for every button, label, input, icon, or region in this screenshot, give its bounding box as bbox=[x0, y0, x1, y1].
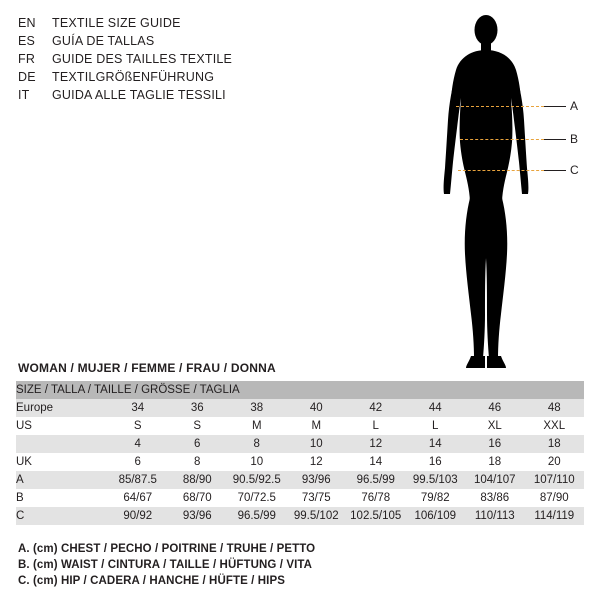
cell: 87/90 bbox=[525, 489, 585, 507]
legend-row bbox=[18, 68, 318, 86]
figure-area bbox=[400, 8, 600, 378]
table-header-label: SIZE / TALLA / TAILLE / GRÖSSE / TAGLIA bbox=[16, 381, 584, 399]
legend-row bbox=[18, 32, 318, 50]
cell: 36 bbox=[168, 399, 228, 417]
cell: 70/72.5 bbox=[227, 489, 287, 507]
table-header-row bbox=[16, 381, 584, 399]
legend-code: FR bbox=[18, 52, 36, 66]
cell: 8 bbox=[227, 435, 287, 453]
language-legend bbox=[18, 14, 318, 104]
cell: 90.5/92.5 bbox=[227, 471, 287, 489]
cell: 14 bbox=[406, 435, 466, 453]
measure-leader-a bbox=[544, 106, 566, 107]
cell: 106/109 bbox=[406, 507, 466, 525]
cell: 93/96 bbox=[168, 507, 228, 525]
cell: XXL bbox=[525, 417, 585, 435]
legend-text: TEXTILE SIZE GUIDE bbox=[52, 16, 181, 30]
cell: 6 bbox=[168, 435, 228, 453]
cell: 12 bbox=[287, 453, 347, 471]
legend-code: ES bbox=[18, 34, 36, 48]
row-label bbox=[16, 435, 108, 453]
measure-line-a bbox=[456, 106, 544, 107]
cell: 96.5/99 bbox=[227, 507, 287, 525]
legend-text: TEXTILGRÖßENFÜHRUNG bbox=[52, 70, 215, 84]
cell: S bbox=[168, 417, 228, 435]
measure-leader-b bbox=[544, 139, 566, 140]
legend-row bbox=[18, 50, 318, 68]
row-label: B bbox=[16, 489, 108, 507]
measure-label-b: B bbox=[570, 132, 579, 146]
cell: 38 bbox=[227, 399, 287, 417]
row-label: US bbox=[16, 417, 108, 435]
cell: 73/75 bbox=[287, 489, 347, 507]
cell: 114/119 bbox=[525, 507, 585, 525]
measure-label-a: A bbox=[570, 99, 579, 113]
cell: 12 bbox=[346, 435, 406, 453]
legend-row bbox=[18, 86, 318, 104]
cell: M bbox=[227, 417, 287, 435]
row-label: Europe bbox=[16, 399, 108, 417]
cell: 102.5/105 bbox=[346, 507, 406, 525]
footnote-a: A. (cm) CHEST / PECHO / POITRINE / TRUHE / PETTO bbox=[18, 543, 316, 555]
cell: 20 bbox=[525, 453, 585, 471]
measure-leader-c bbox=[544, 170, 566, 171]
cell: 6 bbox=[108, 453, 168, 471]
cell: 90/92 bbox=[108, 507, 168, 525]
table-row bbox=[16, 453, 584, 471]
cell: 42 bbox=[346, 399, 406, 417]
table-row bbox=[16, 435, 584, 453]
cell: 10 bbox=[227, 453, 287, 471]
cell: 14 bbox=[346, 453, 406, 471]
cell: 93/96 bbox=[287, 471, 347, 489]
cell: 18 bbox=[525, 435, 585, 453]
cell: 4 bbox=[108, 435, 168, 453]
legend-text: GUIDE DES TAILLES TEXTILE bbox=[52, 52, 233, 66]
size-table bbox=[16, 381, 584, 525]
cell: 40 bbox=[287, 399, 347, 417]
table-row bbox=[16, 417, 584, 435]
measure-line-c bbox=[458, 170, 544, 171]
table-row bbox=[16, 399, 584, 417]
legend-code: DE bbox=[18, 70, 36, 84]
cell: 110/113 bbox=[465, 507, 525, 525]
cell: 107/110 bbox=[525, 471, 585, 489]
legend-row bbox=[18, 14, 318, 32]
table-row bbox=[16, 471, 584, 489]
table-row bbox=[16, 489, 584, 507]
cell: 64/67 bbox=[108, 489, 168, 507]
cell: 10 bbox=[287, 435, 347, 453]
cell: 76/78 bbox=[346, 489, 406, 507]
cell: 48 bbox=[525, 399, 585, 417]
cell: 99.5/102 bbox=[287, 507, 347, 525]
cell: 46 bbox=[465, 399, 525, 417]
cell: 83/86 bbox=[465, 489, 525, 507]
measure-label-c: C bbox=[570, 163, 579, 177]
cell: 96.5/99 bbox=[346, 471, 406, 489]
cell: 68/70 bbox=[168, 489, 228, 507]
section-title: WOMAN / MUJER / FEMME / FRAU / DONNA bbox=[18, 361, 276, 375]
cell: 44 bbox=[406, 399, 466, 417]
cell: M bbox=[287, 417, 347, 435]
cell: 79/82 bbox=[406, 489, 466, 507]
cell: XL bbox=[465, 417, 525, 435]
cell: 85/87.5 bbox=[108, 471, 168, 489]
cell: 8 bbox=[168, 453, 228, 471]
row-label: A bbox=[16, 471, 108, 489]
legend-text: GUÍA DE TALLAS bbox=[52, 34, 155, 48]
legend-code: EN bbox=[18, 16, 36, 30]
cell: L bbox=[406, 417, 466, 435]
cell: 16 bbox=[465, 435, 525, 453]
legend-text: GUIDA ALLE TAGLIE TESSILI bbox=[52, 88, 226, 102]
legend-code: IT bbox=[18, 88, 30, 102]
row-label: UK bbox=[16, 453, 108, 471]
measure-line-b bbox=[460, 139, 544, 140]
cell: 88/90 bbox=[168, 471, 228, 489]
female-silhouette-icon bbox=[400, 8, 600, 378]
cell: 16 bbox=[406, 453, 466, 471]
cell: 34 bbox=[108, 399, 168, 417]
cell: 104/107 bbox=[465, 471, 525, 489]
cell: 99.5/103 bbox=[406, 471, 466, 489]
row-label: C bbox=[16, 507, 108, 525]
footnotes bbox=[18, 541, 578, 589]
footnote-c: C. (cm) HIP / CADERA / HANCHE / HÜFTE / HIPS bbox=[18, 575, 286, 587]
cell: S bbox=[108, 417, 168, 435]
cell: 18 bbox=[465, 453, 525, 471]
cell: L bbox=[346, 417, 406, 435]
footnote-b: B. (cm) WAIST / CINTURA / TAILLE / HÜFTUNG / VITA bbox=[18, 559, 313, 571]
table-row bbox=[16, 507, 584, 525]
